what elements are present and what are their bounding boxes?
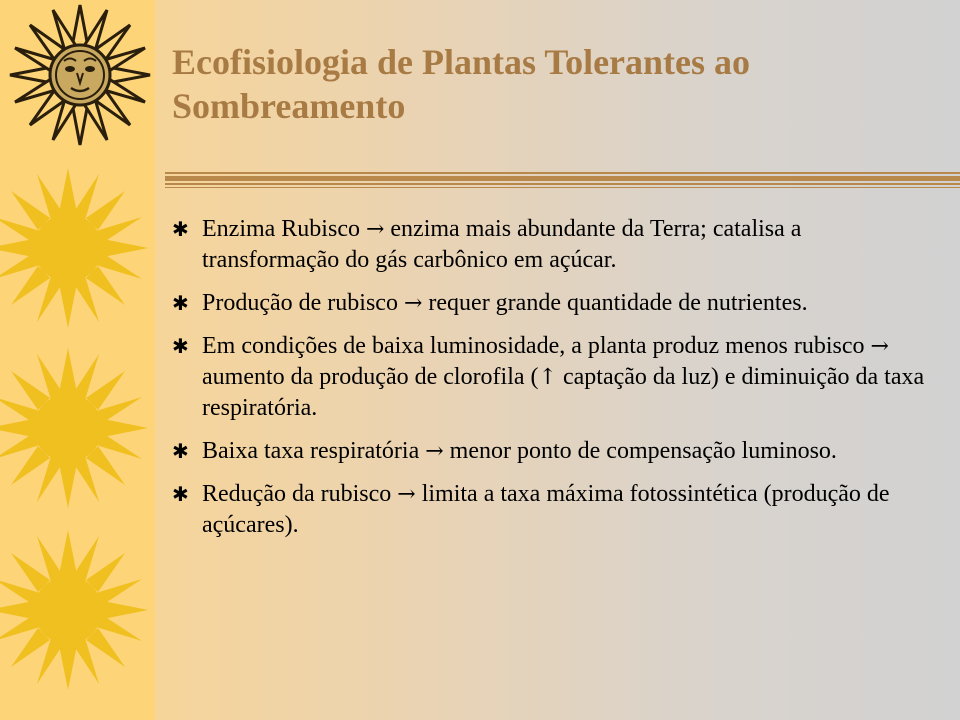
sun-icon: [0, 348, 148, 508]
title-line-1: Ecofisiologia de Plantas Tolerantes ao: [172, 42, 751, 82]
sun-face-icon: [10, 5, 150, 145]
list-item: ✱ Redução da rubisco → limita a taxa máxima fotossintética (produção de açúcares).: [172, 481, 890, 538]
arrow-right-icon: →: [365, 217, 385, 242]
list-item: ✱ Em condições de baixa luminosidade, a planta produz menos rubisco → aumento da produção de clorofila (↑ captação da luz) e diminuição da taxa respiratória.: [172, 333, 925, 421]
arrow-right-icon: →: [397, 482, 416, 507]
list-item: ✱ Produção de rubisco → requer grande quantidade de nutrientes.: [172, 288, 932, 319]
bullet-star-icon: ✱: [172, 291, 189, 315]
sun-icon: [0, 530, 148, 690]
arrow-up-icon: ↑: [538, 365, 557, 390]
sun-decorations: [0, 0, 160, 720]
list-item: ✱ Enzima Rubisco → enzima mais abundante da Terra; catalisa a transformação do gás carbônico em açúcar.: [172, 216, 802, 273]
arrow-right-icon: →: [870, 334, 889, 359]
title-divider: [165, 172, 960, 192]
list-item: ✱ Baixa taxa respiratória → menor ponto de compensação luminoso.: [172, 436, 932, 467]
bullet-list: [172, 214, 932, 553]
bullet-star-icon: ✱: [172, 482, 189, 506]
bullet-star-icon: ✱: [172, 334, 189, 358]
arrow-right-icon: →: [425, 439, 444, 464]
slide-title: [172, 40, 932, 128]
title-line-2: Sombreamento: [172, 86, 406, 126]
bullet-star-icon: ✱: [172, 217, 189, 241]
arrow-right-icon: →: [403, 291, 423, 316]
sun-icon: [0, 168, 148, 328]
bullet-star-icon: ✱: [172, 439, 189, 463]
